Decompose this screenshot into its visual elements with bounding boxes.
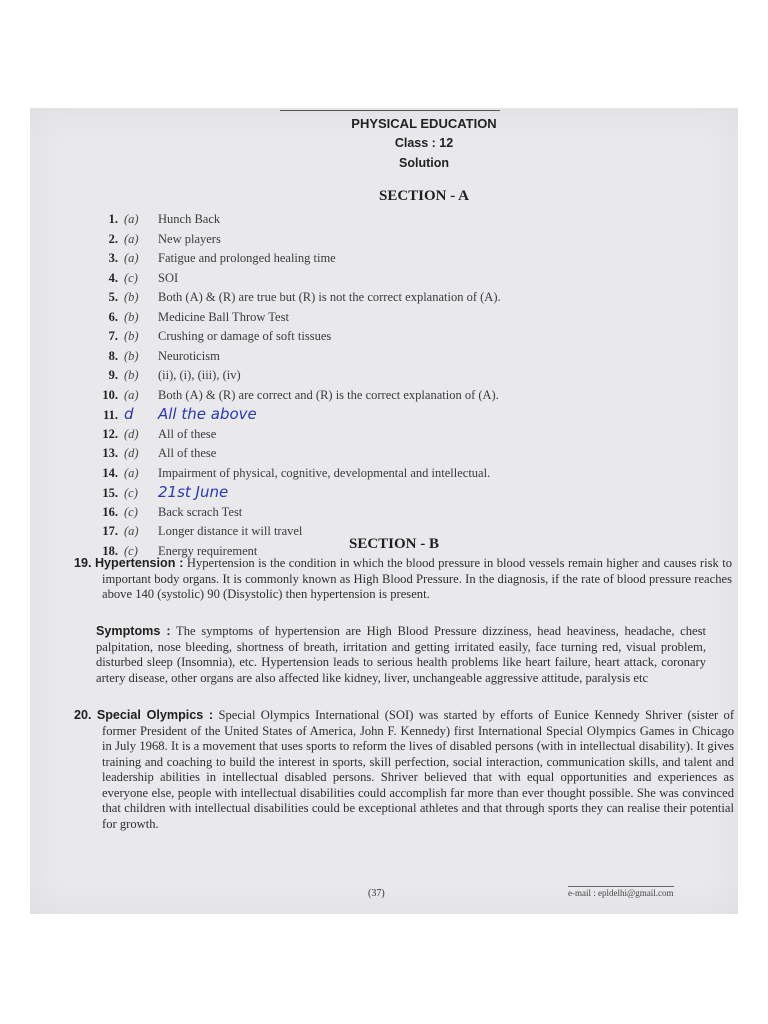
page-number: (37) xyxy=(368,888,385,899)
answer-row xyxy=(92,503,712,523)
section-a-answer-list xyxy=(92,210,712,561)
answer-text: (ii), (i), (iii), (iv) xyxy=(158,368,241,382)
q20-heading: Special Olympics : xyxy=(96,708,214,722)
answer-sheet-page xyxy=(30,108,738,914)
answer-text: Both (A) & (R) are correct and (R) is the correct explanation of (A). xyxy=(158,387,499,402)
answer-option: (b) xyxy=(124,309,139,324)
answer-number: 5. xyxy=(108,290,118,304)
answer-number: 13. xyxy=(102,446,118,460)
section-b-title: SECTION - B xyxy=(348,536,440,552)
question-19-answer xyxy=(74,556,732,603)
answer-number: 6. xyxy=(108,309,118,324)
answer-text: All of these xyxy=(158,426,217,441)
symptoms-text: The symptoms of hypertension are High Blood Pressure dizziness, head heaviness, headache, chest palpitation, nose bleeding, shortness of breath, irritation and getting irritated easily, face turning red, visual problem, disturbed sleep (Insomnia), etc. Hypertension leads to serious health problems like heart failure, heart attack, coronary artery disease, other organs are also affected like kidney, liver, unchangeable aggressive attitude, paralysis etc xyxy=(96,624,707,685)
answer-option: (d) xyxy=(124,446,139,460)
answer-text: Longer distance it will travel xyxy=(158,524,303,538)
answer-option: (c) xyxy=(124,270,138,285)
answer-number: 11. xyxy=(103,408,118,422)
handwritten-answer: 21st June xyxy=(158,483,229,501)
answer-row xyxy=(92,444,712,464)
answer-number: 18. xyxy=(102,543,118,558)
solution-label: Solution xyxy=(399,156,449,170)
answer-text: Back scrach Test xyxy=(158,504,243,519)
q19-number: 19. xyxy=(74,556,92,570)
answer-text: Medicine Ball Throw Test xyxy=(158,309,289,324)
answer-option: (d) xyxy=(124,426,139,441)
answer-number: 7. xyxy=(108,329,118,343)
answer-row xyxy=(92,483,712,503)
answer-row xyxy=(92,249,712,269)
q20-text: Special Olympics International (SOI) was started by efforts of Eunice Kennedy Shriver (sister of former President of the United States of America, John F. Kennedy) first International Special Olympics Games in Chicago in July 1968. It is a movement that uses sports to reform the lives of disabled persons (with in intellectual disability). It gives training and coaching to build the interest in sports, skill perfection, social interaction, communication skills, and talent and leadership abilities in intellectual disabled persons. Shriver believed that with equal opportunities and experiences as everyone else, people with intellectual disabilities could accomplish far more than ever thought possible. She was convinced that children with intellectual disabilities could be exceptional athletes and that through sports they can realise their potential for growth. xyxy=(102,708,735,831)
answer-row xyxy=(92,425,712,445)
answer-number: 2. xyxy=(108,231,118,246)
answer-text: Neuroticism xyxy=(158,348,220,363)
question-20-answer xyxy=(74,708,734,832)
answer-option: (c) xyxy=(124,504,138,519)
answer-option: (a) xyxy=(124,387,139,402)
answer-option: (b) xyxy=(124,290,139,304)
answer-number: 9. xyxy=(108,368,118,382)
answer-option: (a) xyxy=(124,251,139,265)
section-a-title: SECTION - A xyxy=(378,188,470,204)
answer-row xyxy=(92,405,712,425)
answer-number: 17. xyxy=(102,524,118,538)
class-label: Class : 12 xyxy=(394,136,454,150)
answer-row xyxy=(92,464,712,484)
answer-row xyxy=(92,288,712,308)
answer-option: (b) xyxy=(124,348,139,363)
answer-number: 1. xyxy=(108,212,118,226)
q19-text: Hypertension is the condition in which the blood pressure in blood vessels remain higher and causes risk to important body organs. It is commonly known as High Blood Pressure. In the diagnosis, if the rate of blood pressure reaches above 140 (systolic) 90 (Disystolic) then hypertension is present. xyxy=(102,556,732,601)
answer-text: Hunch Back xyxy=(158,212,221,226)
answer-number: 4. xyxy=(108,270,118,285)
answer-number: 14. xyxy=(102,465,118,480)
answer-text: Energy requirement xyxy=(158,543,258,558)
answer-text: All of these xyxy=(158,446,217,460)
subject-title: PHYSICAL EDUCATION xyxy=(351,116,497,131)
answer-option: (b) xyxy=(124,329,139,343)
answer-option: (a) xyxy=(124,231,139,246)
answer-number: 15. xyxy=(102,486,118,500)
answer-row xyxy=(92,269,712,289)
answer-option: d xyxy=(124,405,134,423)
answer-option: (a) xyxy=(124,524,139,538)
answer-number: 3. xyxy=(108,251,118,265)
answer-row xyxy=(92,386,712,406)
answer-row xyxy=(92,327,712,347)
q20-number: 20. xyxy=(74,708,92,722)
answer-text: Impairment of physical, cognitive, developmental and intellectual. xyxy=(158,465,491,480)
answer-number: 16. xyxy=(102,504,118,519)
answer-option: (a) xyxy=(124,465,139,480)
answer-text: SOI xyxy=(158,270,179,285)
answer-option: (c) xyxy=(124,486,138,500)
answer-number: 10. xyxy=(102,387,118,402)
top-rule xyxy=(280,110,500,111)
answer-text: Both (A) & (R) are true but (R) is not the correct explanation of (A). xyxy=(158,290,501,304)
answer-row xyxy=(92,308,712,328)
answer-row xyxy=(92,230,712,250)
symptoms-paragraph xyxy=(96,624,706,686)
answer-row xyxy=(92,366,712,386)
answer-number: 8. xyxy=(108,348,118,363)
answer-text: Crushing or damage of soft tissues xyxy=(158,329,332,343)
q19-heading: Hypertension : xyxy=(94,556,184,570)
answer-row xyxy=(92,347,712,367)
answer-text: New players xyxy=(158,231,221,246)
answer-text: Fatigue and prolonged healing time xyxy=(158,251,336,265)
answer-number: 12. xyxy=(102,426,118,441)
symptoms-heading: Symptoms : xyxy=(96,624,171,638)
answer-option: (b) xyxy=(124,368,139,382)
answer-option: (a) xyxy=(124,212,139,226)
answer-option: (c) xyxy=(124,543,138,558)
handwritten-answer: All the above xyxy=(158,405,257,423)
answer-row xyxy=(92,210,712,230)
footer-email: e-mail : epldelhi@gmail.com xyxy=(568,888,674,898)
